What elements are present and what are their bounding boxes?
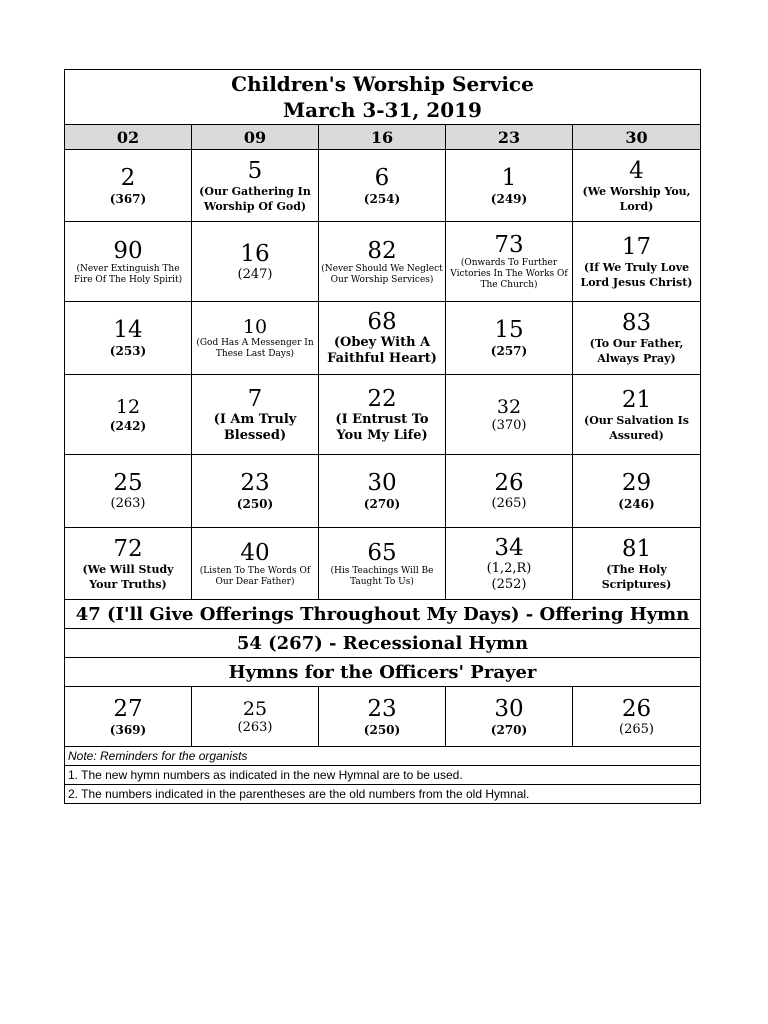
hymn-title: (The Holy Scriptures): [601, 562, 672, 591]
hymn-row: [65, 528, 701, 600]
hymn-cell: [446, 150, 573, 222]
old-hymn-number: (250): [236, 497, 274, 511]
hymn-number: 26: [621, 695, 652, 722]
date-header: 02: [65, 125, 192, 150]
hymn-number: 2: [120, 164, 136, 191]
hymn-verses: (1,2,R): [486, 560, 532, 576]
old-hymn-number: (369): [109, 722, 147, 737]
hymn-cell: [192, 455, 319, 528]
old-hymn-number: (270): [490, 722, 528, 737]
hymn-row: [65, 302, 701, 375]
officers-hymn-row: [65, 687, 701, 747]
old-hymn-number: (242): [109, 418, 147, 433]
hymn-cell: [573, 302, 701, 375]
hymn-cell: [65, 222, 192, 302]
hymn-cell: [573, 687, 701, 747]
page-title: Children's Worship Service: [231, 72, 534, 96]
hymn-cell: [319, 302, 446, 375]
hymn-number: 32: [496, 395, 522, 418]
hymn-number: 12: [115, 395, 141, 418]
hymn-number: 23: [367, 695, 397, 722]
hymn-title: (Obey With A Faithful Heart): [327, 335, 437, 366]
hymn-cell: [446, 222, 573, 302]
hymn-cell: [65, 687, 192, 747]
hymn-title: (Our Gathering In Worship Of God): [199, 184, 311, 213]
hymn-cell: [192, 528, 319, 600]
hymn-cell: [65, 528, 192, 600]
hymn-number: 4: [629, 157, 644, 184]
date-header: 16: [319, 125, 446, 150]
hymn-number: 72: [113, 535, 143, 562]
hymn-cell: [319, 375, 446, 455]
date-range: March 3-31, 2019: [283, 98, 482, 122]
officers-prayer-heading: Hymns for the Officers' Prayer: [65, 658, 701, 687]
hymn-number: 1: [501, 164, 517, 191]
hymn-title: (Never Should We Neglect Our Worship Services): [321, 263, 443, 285]
old-hymn-number: (250): [363, 722, 401, 737]
note-item: 2. The numbers indicated in the parentheses are the old numbers from the old Hymnal.: [65, 785, 701, 804]
old-hymn-number: (370): [491, 417, 527, 433]
hymn-cell: [319, 222, 446, 302]
recessional-hymn: 54 (267) - Recessional Hymn: [65, 629, 701, 658]
hymn-number: 7: [247, 385, 263, 412]
old-hymn-number: (263): [237, 719, 273, 735]
hymn-title: (To Our Father, Always Pray): [589, 337, 684, 365]
old-hymn-number: (270): [363, 497, 401, 511]
note-item: 1. The new hymn numbers as indicated in the new Hymnal are to be used.: [65, 766, 701, 785]
hymn-title: (God Has A Messenger In These Last Days): [196, 338, 314, 359]
hymn-cell: [319, 150, 446, 222]
date-header: 23: [446, 125, 573, 150]
hymn-title: (Never Extinguish The Fire Of The Holy Spirit): [73, 263, 183, 285]
old-hymn-number: (254): [363, 191, 401, 206]
date-header: 30: [573, 125, 701, 150]
date-header-row: [65, 125, 701, 150]
hymn-cell: [573, 150, 701, 222]
hymn-number: 82: [367, 237, 397, 264]
hymn-number: 30: [367, 470, 397, 496]
old-hymn-number: (257): [490, 344, 528, 358]
hymn-number: 90: [113, 237, 143, 264]
hymn-cell: [573, 222, 701, 302]
hymn-cell: [573, 375, 701, 455]
hymn-number: 16: [240, 240, 270, 267]
hymn-number: 68: [367, 309, 397, 335]
hymn-row: [65, 375, 701, 455]
hymn-cell: [573, 455, 701, 528]
hymn-number: 25: [113, 470, 143, 496]
hymn-cell: [192, 687, 319, 747]
hymn-cell: [65, 150, 192, 222]
hymn-number: 34: [494, 534, 524, 561]
hymn-cell: [65, 455, 192, 528]
old-hymn-number: (253): [109, 344, 147, 358]
hymn-title: (I Entrust To You My Life): [335, 411, 429, 443]
note-heading: Note: Reminders for the organists: [65, 747, 701, 766]
old-hymn-number: (263): [110, 496, 146, 511]
hymn-number: 27: [113, 695, 143, 722]
hymn-number: 65: [367, 539, 397, 566]
hymn-number: 15: [494, 317, 524, 343]
hymn-number: 22: [367, 385, 397, 412]
hymn-cell: [65, 302, 192, 375]
old-hymn-number: (252): [491, 576, 527, 592]
hymn-number: 83: [621, 310, 652, 336]
old-hymn-number: (249): [490, 191, 528, 206]
hymn-row: [65, 455, 701, 528]
hymn-number: 17: [621, 233, 652, 260]
hymn-number: 6: [374, 164, 390, 191]
hymn-cell: [446, 375, 573, 455]
hymn-cell: [192, 375, 319, 455]
hymn-row: [65, 222, 701, 302]
hymn-number: 40: [240, 539, 270, 566]
hymn-cell: [319, 687, 446, 747]
hymn-number: 14: [113, 317, 143, 343]
hymn-cell: [192, 150, 319, 222]
hymn-title: (His Teachings Will Be Taught To Us): [330, 565, 434, 587]
hymn-number: 81: [621, 535, 652, 562]
hymn-row: [65, 150, 701, 222]
old-hymn-number: (265): [491, 496, 527, 511]
old-hymn-number: (246): [618, 497, 655, 511]
hymn-title: (If We Truly Love Lord Jesus Christ): [580, 260, 693, 289]
hymn-cell: [446, 455, 573, 528]
hymn-number: 26: [494, 470, 524, 496]
hymn-title: (I Am Truly Blessed): [213, 411, 297, 443]
old-hymn-number: (247): [237, 266, 273, 282]
hymn-cell: [192, 222, 319, 302]
worship-schedule-table: [64, 69, 701, 804]
hymn-title: (We Will Study Your Truths): [82, 562, 174, 591]
hymn-cell: [446, 687, 573, 747]
hymn-number: 23: [240, 470, 270, 496]
hymn-cell: [446, 528, 573, 600]
hymn-cell: [319, 528, 446, 600]
hymn-cell: [446, 302, 573, 375]
hymn-cell: [319, 455, 446, 528]
old-hymn-number: (367): [109, 191, 147, 206]
hymn-number: 21: [621, 386, 652, 413]
hymn-number: 5: [247, 157, 263, 184]
hymn-number: 10: [242, 316, 268, 338]
hymn-cell: [573, 528, 701, 600]
hymn-title: (Listen To The Words Of Our Dear Father): [199, 565, 311, 587]
hymn-cell: [65, 375, 192, 455]
date-header: 09: [192, 125, 319, 150]
hymn-title: (We Worship You, Lord): [582, 184, 691, 213]
title-block: [65, 70, 701, 125]
hymn-number: 73: [494, 232, 524, 258]
hymn-number: 29: [621, 470, 652, 496]
hymn-title: (Onwards To Further Victories In The Works Of The Church): [450, 258, 568, 290]
hymn-cell: [192, 302, 319, 375]
hymn-number: 30: [494, 695, 524, 722]
hymn-title: (Our Salvation Is Assured): [584, 413, 689, 442]
old-hymn-number: (265): [619, 721, 654, 737]
hymn-number: 25: [242, 697, 268, 720]
offering-hymn: 47 (I'll Give Offerings Throughout My Days) - Offering Hymn: [65, 600, 701, 629]
